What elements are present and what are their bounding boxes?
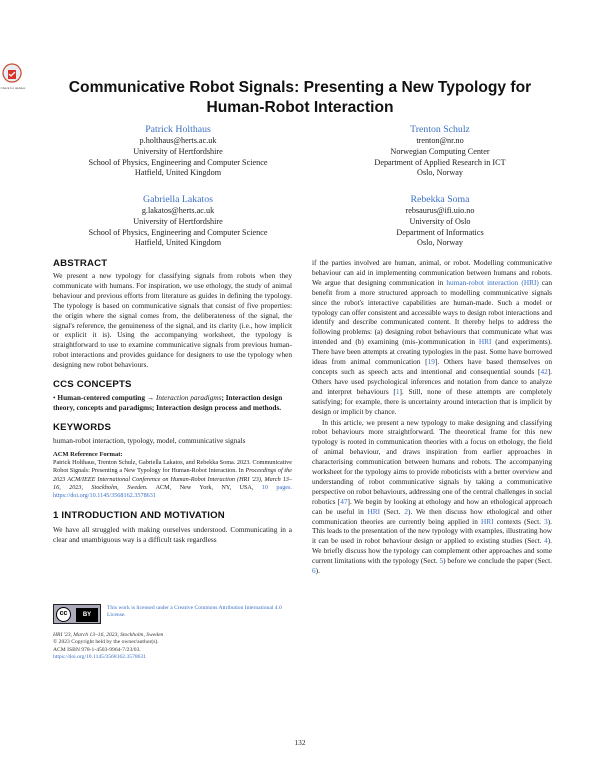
author-location: Oslo, Norway <box>417 238 463 248</box>
intro-heading: 1 INTRODUCTION AND MOTIVATION <box>53 510 225 522</box>
page-number: 132 <box>294 738 306 747</box>
author-block-3 <box>52 194 304 249</box>
author-department: Department of Informatics <box>396 227 484 237</box>
section-link[interactable]: 3 <box>544 516 548 526</box>
left-column <box>53 258 292 545</box>
citation-link[interactable]: 19 <box>427 357 435 367</box>
citation-link[interactable]: 42 <box>540 366 548 376</box>
citation-link[interactable]: 1 <box>395 386 400 396</box>
author-affiliation: University of Hertfordshire <box>133 216 223 226</box>
author-name[interactable]: Trenton Schulz <box>410 124 470 135</box>
keywords-text: human-robot interaction, typology, model, communicative signals <box>53 435 246 445</box>
abstract-text: We present a new typology for classifying signals from robots when they communicate with humans. For inspiration, we use ethology, the study of animal behaviour and previous efforts from literature as guides in defining the typology. The typology is based on communicative signals that consist of five properties: the origin where the signal comes from, the deliberateness of the signal, the signal's reference, the genuineness of the signal, and its clarity (i.e., how implicit or explicit it is). Using the accompanying worksheet, the typology is straightforward to use to examine communicative signals from previous human-robot interactions and provides guidance for designers to use the typology when designing new robot behaviours. <box>53 271 292 370</box>
author-email: p.holthaus@herts.ac.uk <box>139 136 217 145</box>
intro-paragraph-1: if the parties involved are human, animal, or robot. Modelling communicative behaviour can aid in implementing communication between humans and robots. We argue that designing communication in human-robot interaction (HRI) can benefit from a more structured approach to modelling communicative signals since the robot's interactive capabilities are human-made. Such a model or typology can offer consistent and accessible ways to design robot interactions and identify and describe communicated content. It thereby helps to address the following problems: (a) designing robot behaviours that communicate what was intended and (b) examining (mis-)communication in HRI (and experiments). There have been attempts at creating typologies in the past. Some have borrowed ideas from animal communication [19]. Others have based themselves on concepts such as speech acts and intentional and consequential sounds [42]. Others have used psychological inferences and notation from dance to analyze and interpret behaviours [1]. Still, none of these attempts are completely satisfying; for example, there is uncertainty around interaction that is implicit by design or implicit by chance. <box>312 258 553 416</box>
author-affiliation: University of Hertfordshire <box>133 146 223 156</box>
author-name[interactable]: Rebekka Soma <box>410 194 470 205</box>
intro-paragraph-2: In this article, we present a new typology to make designing and classifying robot behaviours more straightforward. The theoretical frame for this new typology is rooted in communication theories with a focus on ethology, the field of animal behaviour, and draws inspiration from earlier approaches in characterising communication between humans and robots. The accompanying worksheet for the typology aims to provide roboticists with a better overview and understanding of robot communicative signals by taking a communicative perspective on robot behaviours, addressing one of the central challenges in social robotics [47]. We begin by looking at ethology and how an ethological approach can be useful in HRI (Sect. 2). We then discuss how ethological and other communication theories are currently being applied in HRI contexts (Sect. 3). This leads to the presentation of the new typology with examples, illustrating how it can be used in robot behaviour design or applied to existing studies (Sect. 4). We briefly discuss how the typology can complement other approaches and some current limitations with the typology (Sect. 5) before we conclude the paper (Sect. 6). <box>312 417 553 576</box>
author-name[interactable]: Gabriella Lakatos <box>143 194 213 205</box>
author-location: Hatfield, United Kingdom <box>134 168 222 178</box>
check-for-updates-icon[interactable] <box>1 62 23 86</box>
author-email: g.lakatos@herts.ac.uk <box>141 206 215 215</box>
author-block-4 <box>314 194 566 249</box>
author-department: Department of Applied Research in ICT <box>374 157 506 167</box>
cc-license <box>53 604 293 626</box>
acm-reference: ACM Reference Format: Patrick Holthaus, Trenton Schulz, Gabriella Lakatos, and Rebekka Soma. 2023. Communicative Robot Signals: Presenting a New Typology for Human-Robot Interaction. In Proceedings of the 2023 ACM/IEEE International Conference on Human-Robot Interaction (HRI '23), March 13–16, 2023, Stockholm, Sweden. ACM, New York, NY, USA, 10 pages. https://doi.org/10.1145/3568162.3578631 <box>53 450 292 500</box>
author-block-2 <box>314 124 566 179</box>
cc-by-icon[interactable]: cc BY <box>53 604 101 624</box>
doi-link[interactable]: https://doi.org/10.1145/3568162.3578631 <box>53 492 156 500</box>
ccs-text: • Human-centered computing → Interaction paradigms; Interaction design theory, concepts and paradigms; Interaction design process and methods. <box>53 393 283 412</box>
author-email: trenton@nr.no <box>416 136 464 145</box>
author-email: rebsaurus@ifi.uio.no <box>405 206 475 215</box>
pages-link[interactable]: 10 pages. <box>261 483 292 491</box>
author-block-1 <box>52 124 304 179</box>
section-link[interactable]: 2 <box>404 506 409 516</box>
author-department: School of Physics, Engineering and Computer Science <box>88 157 268 167</box>
acronym-link[interactable]: HRI <box>480 516 494 526</box>
section-link[interactable]: 6 <box>312 566 316 576</box>
author-name[interactable]: Patrick Holthaus <box>145 124 211 135</box>
author-location: Oslo, Norway <box>417 168 463 178</box>
citation-link[interactable]: 47 <box>340 496 348 506</box>
copyright-footer: HRI '23, March 13–16, 2023, Stockholm, Sweden © 2023 Copyright held by the owner/author(s). ACM ISBN 978-1-4503-9964-7/23/03. https://doi.org/10.1145/3568162.3578631 <box>53 632 293 662</box>
footer-doi-link[interactable]: https://doi.org/10.1145/3568162.3578631 <box>53 654 147 661</box>
license-link[interactable]: This work is licensed under a Creative Commons Attribution International 4.0 License. <box>107 605 282 619</box>
check-for-updates-label[interactable]: Check for updates <box>0 86 26 90</box>
abstract-heading: ABSTRACT <box>53 258 108 269</box>
acronym-link[interactable]: human-robot interaction (HRI) <box>446 277 539 287</box>
author-department: School of Physics, Engineering and Computer Science <box>88 227 268 237</box>
section-link[interactable]: 5 <box>439 556 444 566</box>
ccs-heading: CCS CONCEPTS <box>53 379 132 391</box>
section-link[interactable]: 4 <box>544 536 548 546</box>
keywords-heading: KEYWORDS <box>53 421 112 433</box>
right-column <box>312 258 552 576</box>
author-location: Hatfield, United Kingdom <box>134 238 222 248</box>
acronym-link[interactable]: HRI <box>478 337 492 347</box>
intro-text: We have all struggled with making ourselves understood. Communicating in a clear and unambiguous way is a difficult task regardless <box>53 525 292 545</box>
paper-title: Communicative Robot Signals: Presenting a New Typology for Human-Robot Interaction <box>68 79 532 116</box>
author-affiliation: Norwegian Computing Center <box>390 146 490 156</box>
acm-reference-heading: ACM Reference Format: <box>53 450 123 458</box>
acronym-link[interactable]: HRI <box>367 506 381 516</box>
author-affiliation: University of Oslo <box>409 216 471 226</box>
